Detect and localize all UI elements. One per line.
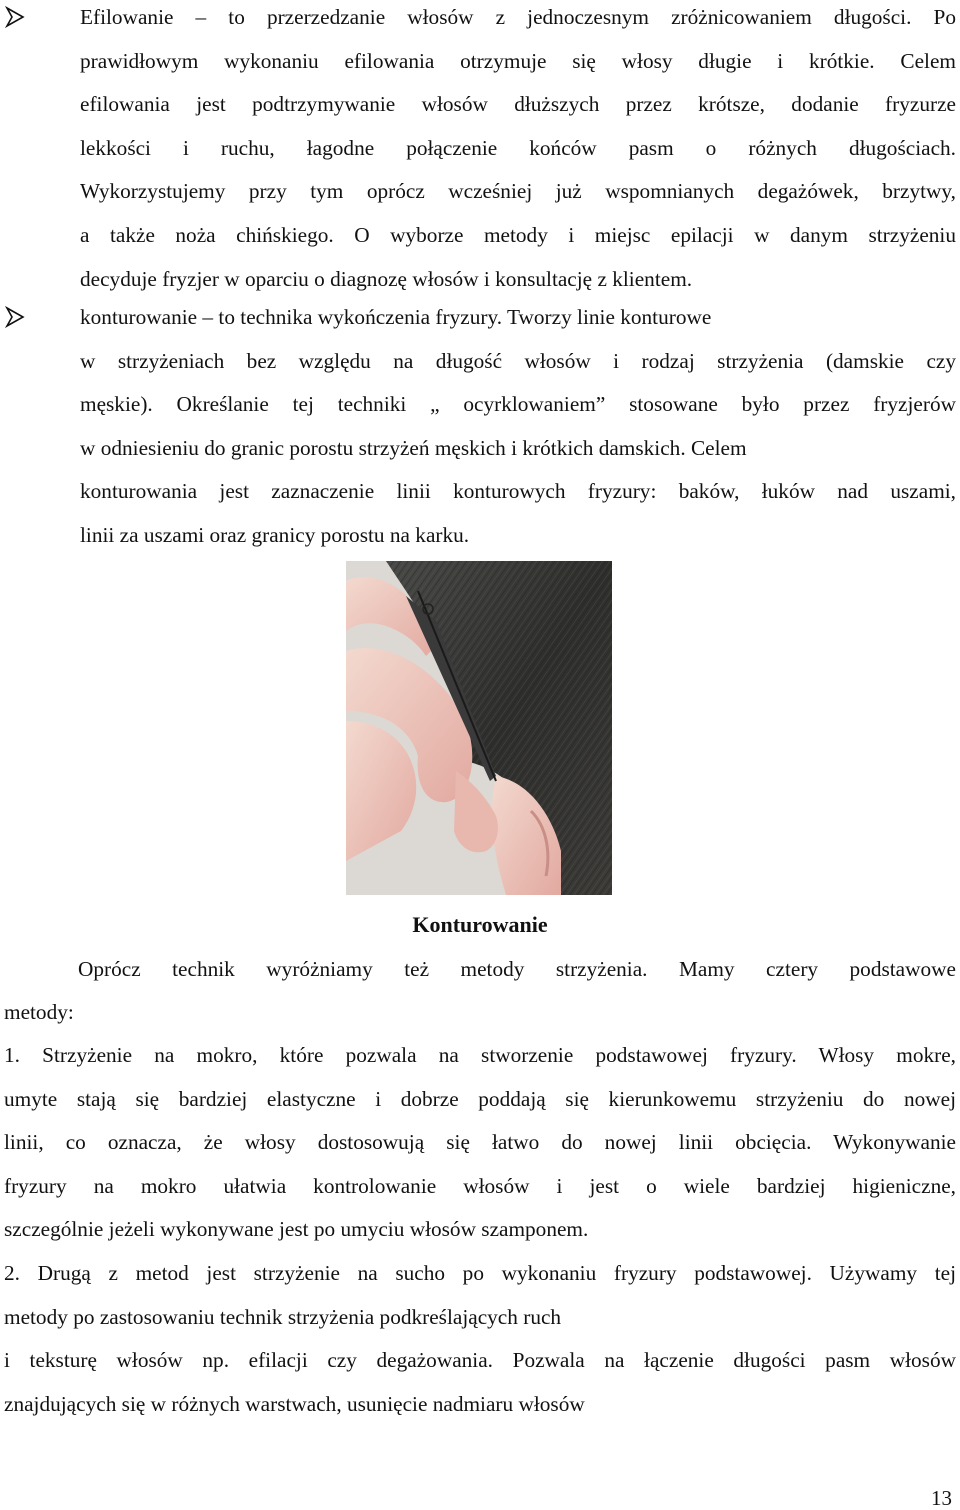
text-line: i teksturę włosów np. efilacji czy degażowania. Pozwala na łączenie długości pasm włosów — [4, 1348, 956, 1373]
method-1 — [4, 1034, 956, 1252]
text-line: linii, co oznacza, że włosy dostosowują się łatwo do nowej linii obcięcia. Wykonywanie — [4, 1130, 956, 1155]
text-line: konturowanie – to technika wykończenia fryzury. Tworzy linie konturowe — [80, 305, 712, 329]
arrow-bullet-icon — [4, 306, 26, 328]
text-line: szczególnie jeżeli wykonywane jest po umyciu włosów szamponem. — [4, 1217, 589, 1242]
page-number: 13 — [931, 1486, 952, 1510]
text-line: 1. Strzyżenie na mokro, które pozwala na stworzenie podstawowej fryzury. Włosy mokre, — [4, 1043, 956, 1067]
text-line: konturowania jest zaznaczenie linii konturowych fryzury: baków, łuków nad uszami, — [80, 479, 956, 504]
text-line: męskie). Określanie tej techniki „ ocyrklowaniem” stosowane było przez fryzjerów — [80, 392, 956, 417]
text-line: a także noża chińskiego. O wyborze metody i miejsc epilacji w danym strzyżeniu — [80, 222, 956, 247]
bullet-konturowanie-text — [80, 296, 956, 558]
text-line: 2. Drugą z metod jest strzyżenie na sucho po wykonaniu fryzury podstawowej. Używamy tej — [4, 1261, 956, 1285]
text-line: fryzury na mokro ułatwia kontrolowanie włosów i jest o wiele bardziej higieniczne, — [4, 1173, 956, 1198]
text-line: efilowania jest podtrzymywanie włosów dłuższych przez krótsze, dodanie fryzurze — [80, 92, 956, 117]
konturowanie-photo — [346, 561, 612, 895]
method-2 — [4, 1252, 956, 1426]
text-line: znajdujących się w różnych warstwach, usunięcie nadmiaru włosów — [4, 1391, 585, 1416]
text-line: Wykorzystujemy przy tym oprócz wcześniej już wspomnianych degażówek, brzytwy, — [80, 179, 956, 204]
intro-text-continuation: metody: — [4, 1000, 74, 1024]
text-line: linii za uszami oraz granicy porostu na karku. — [80, 522, 470, 547]
bullet-efilowanie-text — [80, 0, 956, 301]
text-line: metody po zastosowaniu technik strzyżenia podkreślających ruch — [4, 1304, 562, 1329]
figure-caption: Konturowanie — [412, 912, 548, 937]
text-line: Efilowanie – to przerzedzanie włosów z jednoczesnym zróżnicowaniem długości. Po — [80, 5, 956, 29]
text-line: decyduje fryzjer w oparciu o diagnozę włosów i konsultację z klientem. — [80, 266, 693, 291]
arrow-bullet-icon — [4, 6, 26, 28]
text-line: w odniesieniu do granic porostu strzyżeń męskich i krótkich damskich. Celem — [80, 435, 747, 460]
intro-text: Oprócz technik wyróżniamy też metody strzyżenia. Mamy cztery podstawowe — [78, 957, 956, 981]
text-line: prawidłowym wykonaniu efilowania otrzymuje się włosy długie i krótkie. Celem — [80, 48, 956, 73]
haircut-illustration — [346, 561, 612, 895]
text-line: w strzyżeniach bez względu na długość włosów i rodzaj strzyżenia (damskie czy — [80, 348, 956, 373]
text-line: lekkości i ruchu, łagodne połączenie końców pasm o różnych długościach. — [80, 135, 956, 160]
text-line: umyte stają się bardziej elastyczne i dobrze poddają się kierunkowemu strzyżeniu do nowej — [4, 1086, 956, 1111]
